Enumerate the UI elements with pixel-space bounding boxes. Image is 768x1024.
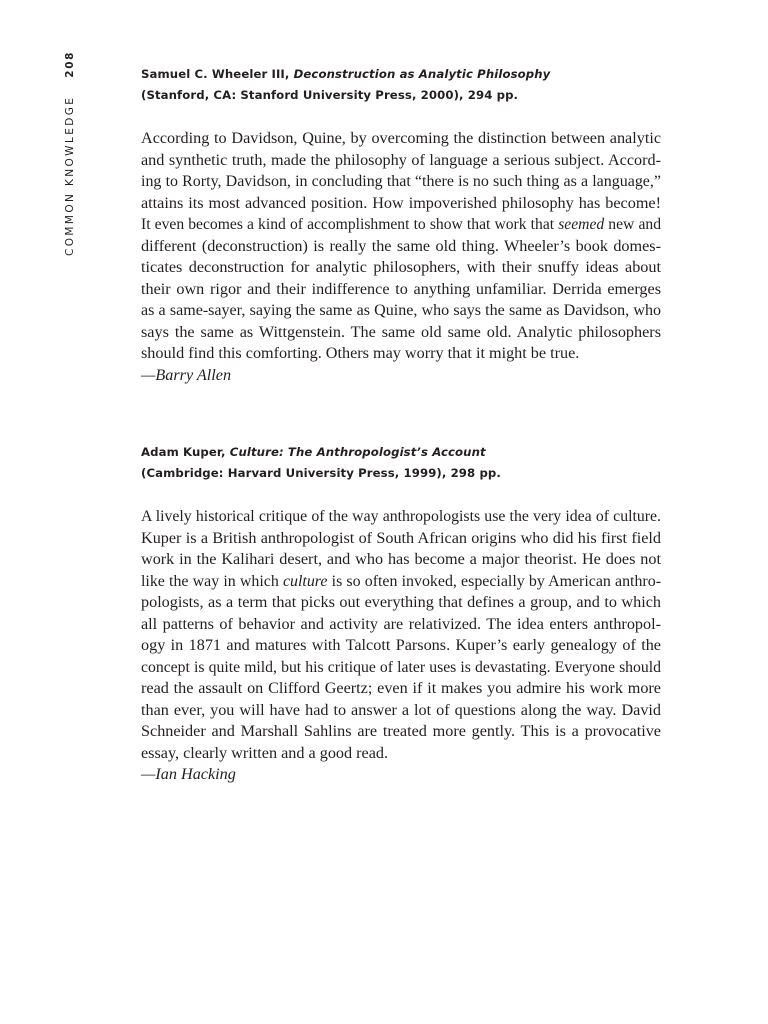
review-line: pologists, as a term that picks out everything that defines a group, and to which: [141, 593, 661, 611]
review-kuper: [141, 442, 661, 786]
review-line: Schneider and Marshall Sahlins are treated more gently. This is a provocative: [141, 722, 661, 740]
book-author: Samuel C. Wheeler III,: [141, 67, 290, 81]
book-author: Adam Kuper,: [141, 445, 226, 459]
review-line: than ever, you will have had to answer a lot of questions along the way. David: [141, 700, 661, 719]
review-line: Kuper is a British anthropologist of South African origins who did his first field: [141, 528, 661, 547]
reviewer-signature: —Barry Allen: [141, 365, 232, 384]
reviewer-signature: —Ian Hacking: [141, 765, 236, 783]
review-line: ogy in 1871 and matures with Talcott Parsons. Kuper’s early genealogy of the: [141, 636, 661, 654]
review-line: should find this comforting. Others may worry that it might be true.: [141, 344, 580, 362]
book-title: Deconstruction as Analytic Philosophy: [293, 67, 551, 81]
citation-publication: (Cambridge: Harvard University Press, 1999), 298 pp.: [141, 466, 501, 480]
citation-publication: (Stanford, CA: Stanford University Press, 2000), 294 pp.: [141, 88, 519, 102]
review-line: According to Davidson, Quine, by overcoming the distinction between analytic: [141, 129, 661, 147]
review-line: different (deconstruction) is really the same old thing. Wheeler’s book domes-: [141, 236, 661, 255]
review-line: ticates deconstruction for analytic philosophers, with their snuffy ideas about: [141, 258, 661, 276]
citation-line-1: [141, 442, 661, 463]
review-line: all patterns of behavior and activity are relativized. The idea enters anthropol-: [141, 614, 661, 633]
running-head: [62, 50, 78, 256]
review-line: concept is quite mild, but his critique of later uses is devastating. Everyone should: [141, 658, 661, 676]
review-line: says the same as Wittgenstein. The same old same old. Analytic philosophers: [141, 322, 661, 341]
review-line: work in the Kalihari desert, and who has become a major theorist. He does not: [141, 550, 661, 568]
review-line: ing to Rorty, Davidson, in concluding that “there is no such thing as a language,”: [141, 173, 661, 190]
review-line: and synthetic truth, made the philosophy of language a serious subject. Accord-: [141, 150, 661, 169]
review-wheeler: [141, 64, 661, 386]
book-title: Culture: The Anthropologist’s Account: [229, 445, 486, 459]
review-line: like the way in which culture is so often invoked, especially by American anthro-: [141, 572, 661, 590]
page-number: 208: [64, 50, 76, 78]
review-line: It even becomes a kind of accomplishment to show that work that seemed new and: [141, 216, 662, 233]
review-body: [141, 506, 661, 786]
review-line: as a same-sayer, saying the same as Quine, who says the same as Davidson, who: [141, 302, 661, 319]
emphasis: culture: [282, 572, 328, 590]
emphasis: seemed: [558, 216, 605, 233]
review-body: [141, 128, 661, 386]
citation-line-1: [141, 64, 661, 85]
journal-name: COMMON KNOWLEDGE: [64, 95, 76, 256]
review-line: attains its most advanced position. How impoverished philosophy has become!: [141, 193, 661, 212]
review-line: read the assault on Clifford Geertz; even if it makes you admire his work more: [141, 679, 661, 697]
review-line: A lively historical critique of the way anthropologists use the very idea of culture.: [141, 508, 661, 525]
review-line: essay, clearly written and a good read.: [141, 743, 389, 762]
review-line: their own rigor and their indifference to anything unfamiliar. Derrida emerges: [141, 279, 661, 298]
